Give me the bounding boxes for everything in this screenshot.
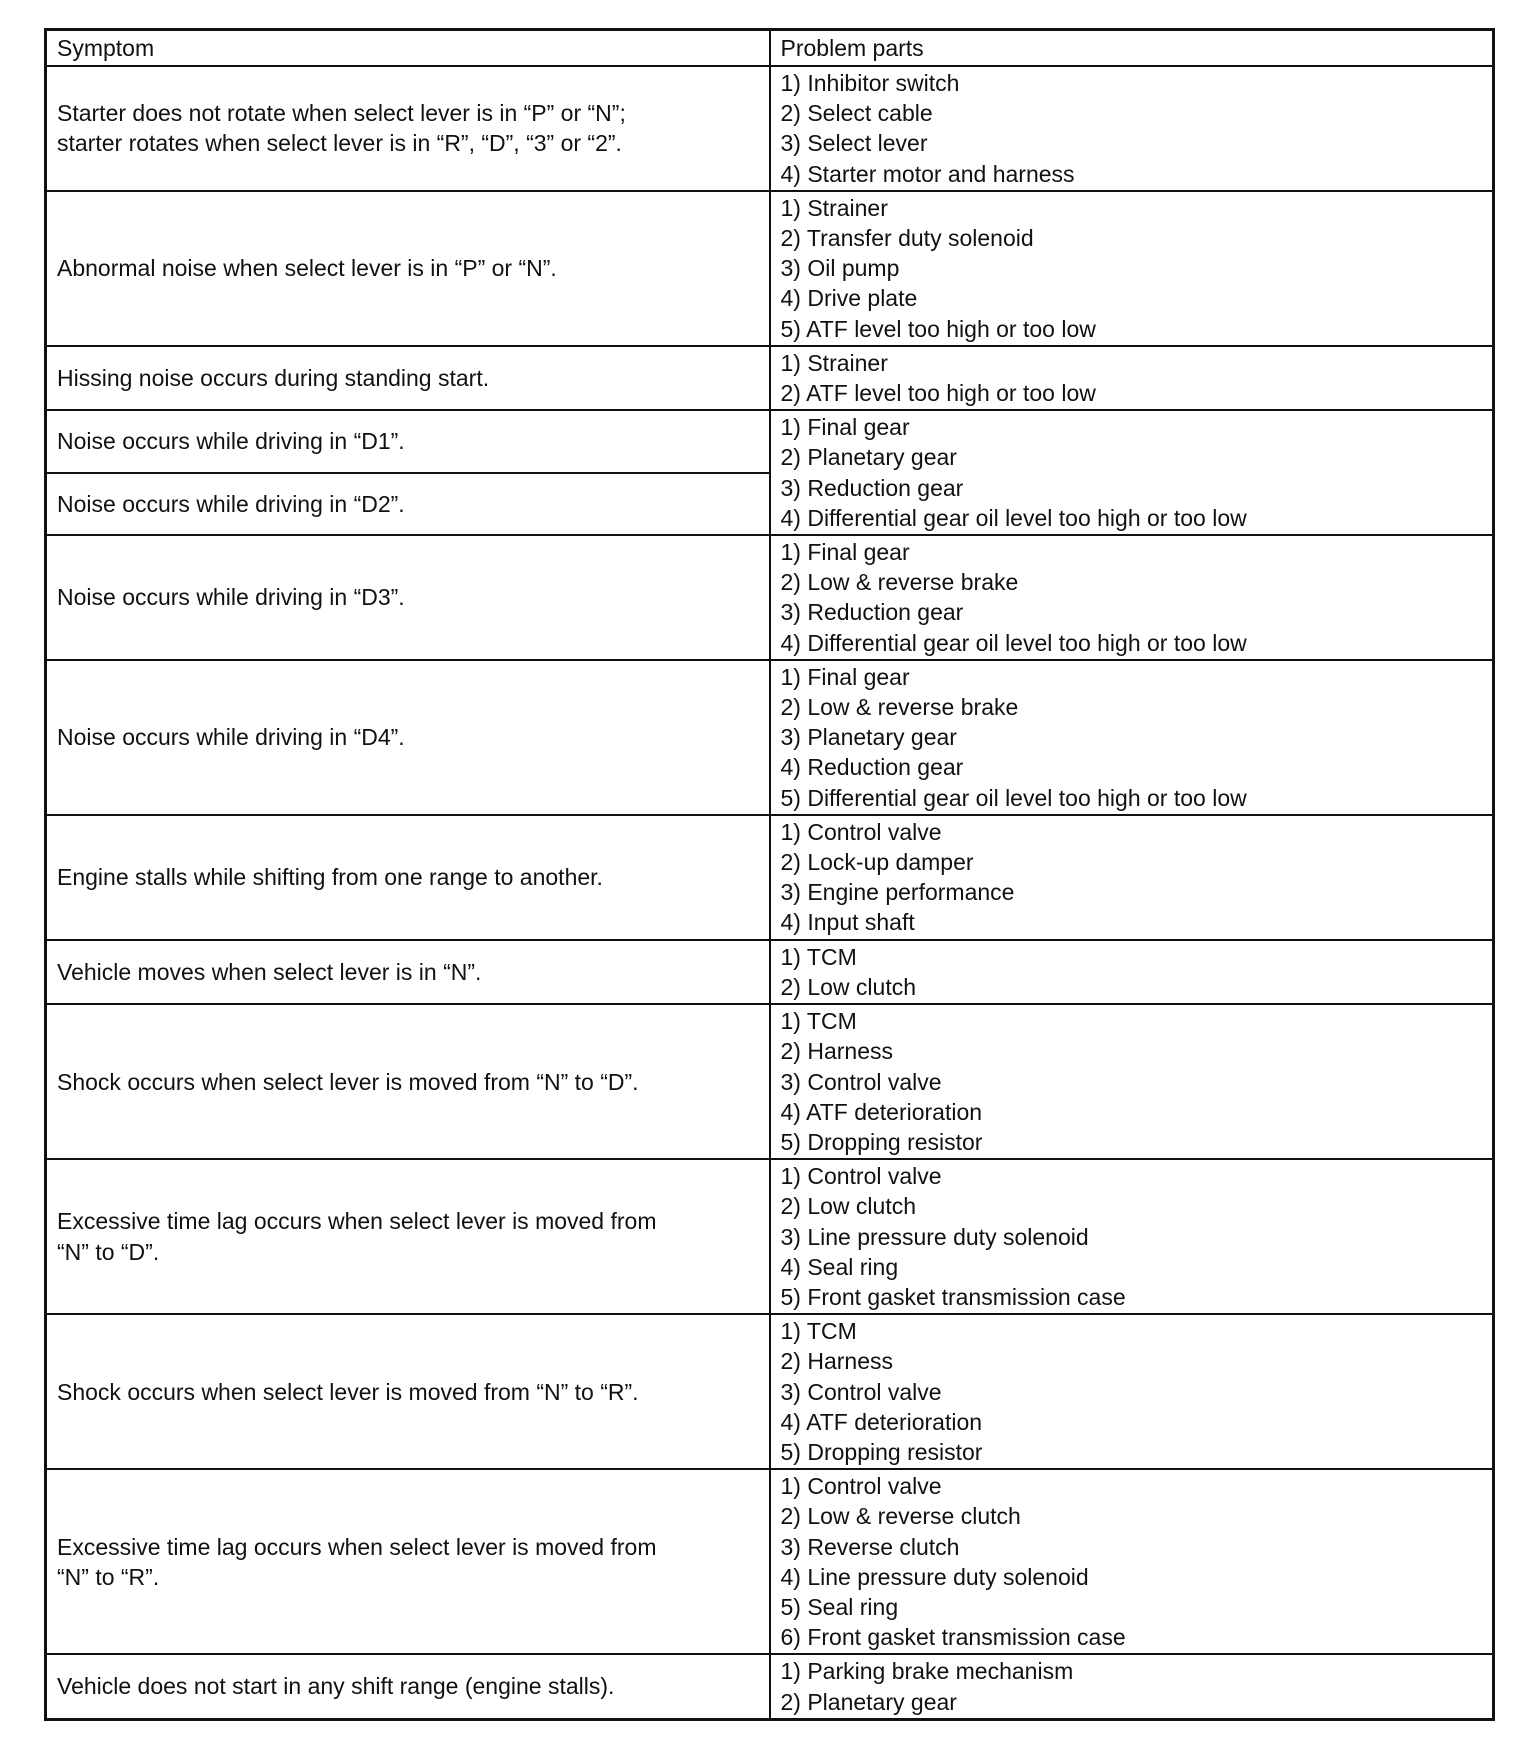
problem-part-item: 4) Drive plate [780, 285, 918, 312]
problem-part-item: 2) ATF level too high or too low [780, 380, 1096, 407]
problem-part-item: 5) Front gasket transmission case [780, 1283, 1126, 1310]
symptom-text: Excessive time lag occurs when select lever is moved from [57, 1208, 657, 1235]
problem-part-item: 2) Low clutch [780, 1193, 917, 1220]
table-row [46, 940, 1494, 1004]
symptom-text: Noise occurs while driving in “D2”. [57, 490, 405, 517]
problem-part-item: 4) ATF deterioration [780, 1408, 983, 1435]
table-row [46, 1159, 1494, 1314]
problem-part-item: 1) Final gear [780, 414, 910, 441]
symptom-table [44, 28, 1495, 1721]
table-row [46, 346, 1494, 410]
problem-part-item: 3) Control valve [780, 1378, 942, 1405]
problem-parts-cell [770, 1314, 1494, 1469]
table-row [46, 66, 1494, 191]
problem-part-item: 4) Reduction gear [780, 754, 964, 781]
problem-part-item: 3) Line pressure duty solenoid [780, 1223, 1089, 1250]
problem-parts-cell [770, 1654, 1494, 1719]
problem-parts-cell [770, 1159, 1494, 1314]
problem-parts-cell [770, 940, 1494, 1004]
symptom-cell [46, 1314, 770, 1469]
problem-part-item: 2) Planetary gear [780, 1688, 957, 1715]
table-body [46, 66, 1494, 1719]
symptom-text: Engine stalls while shifting from one range to another. [57, 864, 603, 891]
symptom-text: Noise occurs while driving in “D1”. [57, 428, 405, 455]
problem-part-item: 5) ATF level too high or too low [780, 315, 1096, 342]
problem-part-item: 4) Differential gear oil level too high or too low [780, 629, 1247, 656]
problem-part-item: 1) TCM [780, 943, 857, 970]
problem-parts-cell [770, 66, 1494, 191]
problem-part-item: 1) Final gear [780, 539, 910, 566]
symptom-text: Shock occurs when select lever is moved from “N” to “R”. [57, 1378, 639, 1405]
problem-part-item: 4) ATF deterioration [780, 1098, 983, 1125]
problem-part-item: 3) Select lever [780, 130, 928, 157]
problem-part-item: 4) Input shaft [780, 909, 915, 936]
problem-parts-cell [770, 1469, 1494, 1654]
problem-part-item: 1) Control valve [780, 1473, 942, 1500]
problem-part-item: 2) Low & reverse brake [780, 694, 1019, 721]
problem-part-item: 1) Parking brake mechanism [780, 1658, 1074, 1685]
problem-part-item: 4) Differential gear oil level too high or too low [780, 504, 1247, 531]
problem-part-item: 1) Control valve [780, 818, 942, 845]
symptom-cell [46, 66, 770, 191]
symptom-text: Starter does not rotate when select lever is in “P” or “N”; [57, 100, 626, 127]
problem-parts-cell [770, 815, 1494, 940]
table-row [46, 1004, 1494, 1159]
table-row [46, 815, 1494, 940]
symptom-cell [46, 191, 770, 346]
problem-part-item: 5) Differential gear oil level too high or too low [780, 784, 1247, 811]
problem-part-item: 3) Reverse clutch [780, 1533, 960, 1560]
problem-part-item: 3) Planetary gear [780, 724, 957, 751]
symptom-cell [46, 940, 770, 1004]
symptom-text: Shock occurs when select lever is moved from “N” to “D”. [57, 1068, 639, 1095]
table-row [46, 410, 1494, 472]
symptom-text: starter rotates when select lever is in “R”, “D”, “3” or “2”. [57, 130, 622, 157]
problem-part-item: 4) Line pressure duty solenoid [780, 1563, 1089, 1590]
symptom-text: Abnormal noise when select lever is in “P” or “N”. [57, 255, 557, 282]
header-problem-parts: Problem parts [770, 30, 1494, 67]
problem-part-item: 2) Harness [780, 1038, 893, 1065]
problem-part-item: 5) Seal ring [780, 1593, 899, 1620]
symptom-text: Vehicle does not start in any shift range (engine stalls). [57, 1673, 615, 1700]
problem-part-item: 2) Low & reverse clutch [780, 1503, 1021, 1530]
problem-part-item: 1) TCM [780, 1318, 857, 1345]
symptom-cell [46, 1469, 770, 1654]
table-row [46, 535, 1494, 660]
problem-part-item: 1) Final gear [780, 663, 910, 690]
table-row [46, 1314, 1494, 1469]
problem-parts-cell [770, 535, 1494, 660]
problem-part-item: 1) Strainer [780, 194, 888, 221]
problem-part-item: 2) Harness [780, 1348, 893, 1375]
problem-part-item: 5) Dropping resistor [780, 1128, 983, 1155]
symptom-cell [46, 815, 770, 940]
table-header-row [46, 30, 1494, 67]
table-row [46, 1654, 1494, 1719]
problem-part-item: 2) Low & reverse brake [780, 569, 1019, 596]
symptom-cell [46, 1004, 770, 1159]
symptom-text: Excessive time lag occurs when select lever is moved from [57, 1533, 657, 1560]
problem-part-item: 4) Seal ring [780, 1253, 899, 1280]
problem-part-item: 1) Inhibitor switch [780, 70, 960, 96]
problem-part-item: 1) Control valve [780, 1163, 942, 1190]
problem-parts-cell [770, 1004, 1494, 1159]
problem-part-item: 6) Front gasket transmission case [780, 1624, 1126, 1651]
problem-part-item: 4) Starter motor and harness [780, 160, 1075, 187]
problem-part-item: 2) Select cable [780, 100, 933, 127]
table-row [46, 191, 1494, 346]
problem-part-item: 2) Transfer duty solenoid [780, 225, 1034, 252]
problem-parts-cell [770, 191, 1494, 346]
problem-part-item: 2) Lock-up damper [780, 849, 974, 876]
symptom-cell [46, 660, 770, 815]
problem-part-item: 3) Reduction gear [780, 474, 964, 501]
symptom-text: Hissing noise occurs during standing start. [57, 364, 490, 391]
problem-part-item: 3) Engine performance [780, 879, 1015, 906]
symptom-cell [46, 535, 770, 660]
problem-part-item: 5) Dropping resistor [780, 1438, 983, 1465]
symptom-text: “N” to “R”. [57, 1563, 160, 1590]
symptom-text: “N” to “D”. [57, 1238, 160, 1265]
problem-part-item: 2) Planetary gear [780, 444, 957, 471]
problem-part-item: 1) TCM [780, 1008, 857, 1035]
problem-part-item: 1) Strainer [780, 349, 888, 376]
problem-parts-cell [770, 410, 1494, 535]
symptom-cell [46, 1159, 770, 1314]
problem-part-item: 2) Low clutch [780, 973, 917, 1000]
symptom-cell [46, 1654, 770, 1719]
symptom-cell [46, 473, 770, 535]
symptom-text: Noise occurs while driving in “D3”. [57, 584, 405, 611]
symptom-cell [46, 346, 770, 410]
problem-parts-cell [770, 660, 1494, 815]
problem-part-item: 3) Reduction gear [780, 599, 964, 626]
table-row [46, 660, 1494, 815]
symptom-cell [46, 410, 770, 472]
problem-part-item: 3) Oil pump [780, 255, 900, 282]
header-symptom: Symptom [46, 30, 770, 67]
problem-part-item: 3) Control valve [780, 1068, 942, 1095]
table-row [46, 1469, 1494, 1654]
symptom-text: Noise occurs while driving in “D4”. [57, 724, 405, 751]
problem-parts-cell [770, 346, 1494, 410]
symptom-text: Vehicle moves when select lever is in “N”. [57, 958, 482, 985]
